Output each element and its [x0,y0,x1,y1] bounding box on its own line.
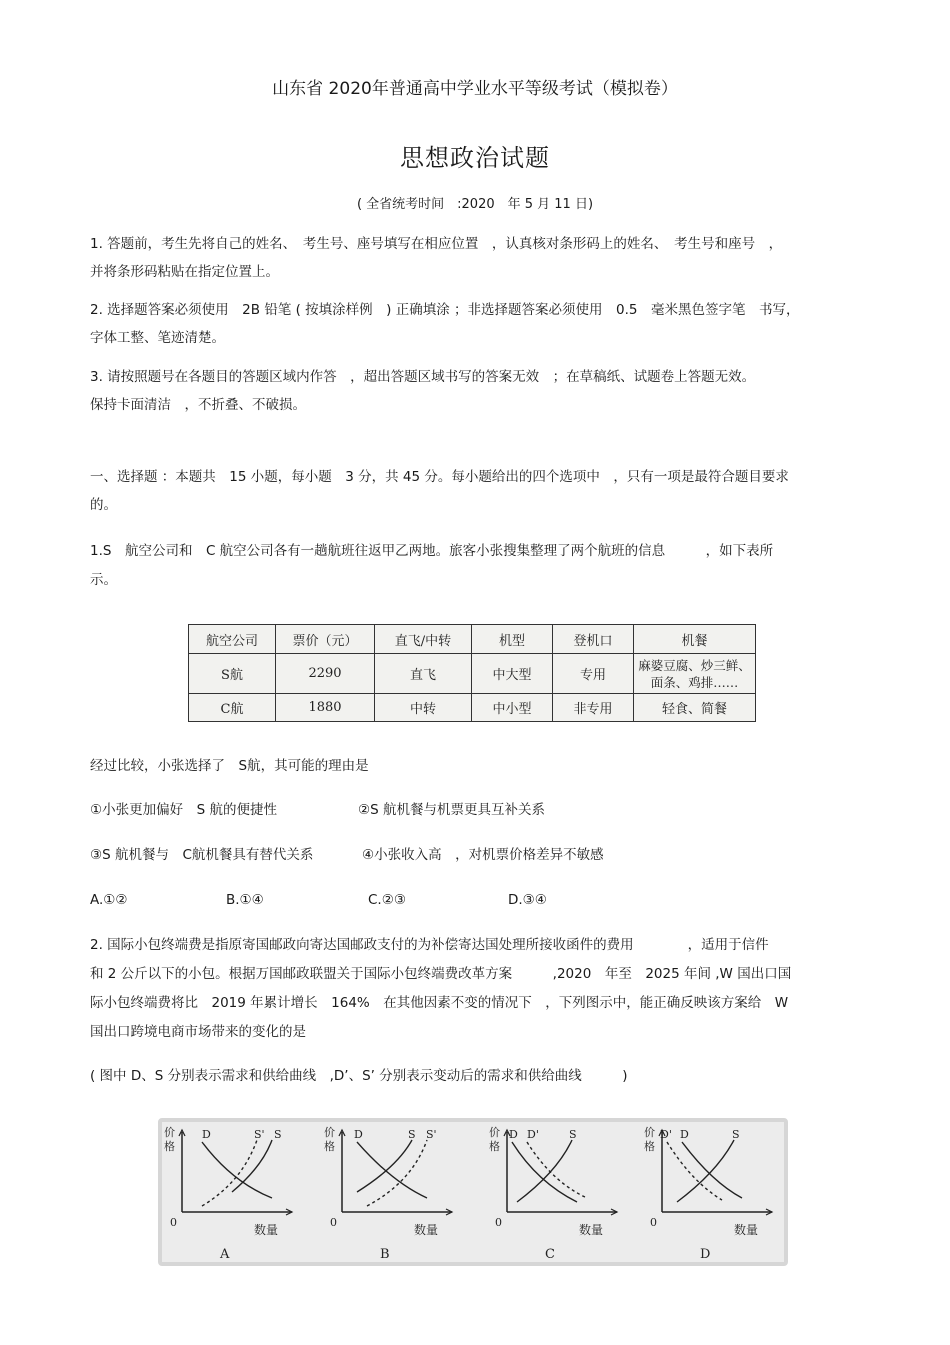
x-axis-label: 数量 [579,1223,604,1237]
table-cell: 专用 [553,654,634,694]
curve-label: S [732,1128,740,1141]
curve [357,1142,427,1198]
curve-label: S' [254,1128,265,1141]
table-cell: 1880 [276,694,375,722]
table-header-cell: 航空公司 [189,625,276,654]
curve [517,1140,572,1202]
table-header-row [189,625,756,654]
y-axis-label-2: 格 [324,1140,335,1153]
curve-label: D' [660,1128,672,1141]
table-cell: 中转 [375,694,472,722]
graph-a [164,1126,292,1262]
table-cell: 麻婆豆腐、炒三鲜、 面条、鸡排…… [634,654,756,694]
x-axis-label: 数量 [254,1223,279,1237]
table-cell: 中大型 [472,654,553,694]
graph-b [324,1126,452,1262]
q2-stem-line-4: 国出口跨境电商市场带来的变化的是 [90,1024,306,1040]
q1-stem-line-2: 示。 [90,572,117,588]
q2-stem-line-3: 际小包终端费将比 2019 年累计增长 164% 在其他因素不变的情况下 ，下列图示中，能正确反映该方案给 W [90,995,789,1011]
table-cell: 轻食、简餐 [634,694,756,722]
origin-label: 0 [650,1216,657,1229]
flight-info-table [188,624,756,722]
curve-label: S [274,1128,282,1141]
instruction-2-line-2: 字体工整、笔迹清楚。 [90,330,225,346]
table-cell: S航 [189,654,276,694]
table-cell: 2290 [276,654,375,694]
exam-header: 山东省 2020年普通高中学业水平等级考试（模拟卷） [272,79,678,99]
curve [677,1140,734,1202]
q1-stem-line-1: 1.S 航空公司和 C 航空公司各有一趟航班往返甲乙两地。旅客小张搜集整理了两个航班的信息 ，如下表所 [90,543,774,559]
y-axis-label-2: 格 [644,1140,655,1153]
origin-label: 0 [330,1216,337,1229]
q2-note: ( 图中 D、S 分别表示需求和供给曲线 ,D’、S’ 分别表示变动后的需求和供给曲线 ) [90,1068,628,1084]
table-cell: 直飞 [375,654,472,694]
graph-d [644,1126,772,1262]
instruction-1-line-1: 1. 答题前，考生先将自己的姓名、 考生号、座号填写在相应位置 ，认真核对条形码上的姓名、 考生号和座号 ， [90,236,783,252]
q1-prompt: 经过比较，小张选择了 S航，其可能的理由是 [90,758,369,774]
table-header-cell: 机餐 [634,625,756,654]
q1-option-a: A.①② [90,892,128,908]
q1-item-2: ②S 航机餐与机票更具互补关系 [358,802,545,818]
section-heading-line-1: 一、选择题 ：本题共 15 小题，每小题 3 分，共 45 分。每小题给出的四个选项中 ，只有一项是最符合题目要求 [90,469,789,485]
y-axis-label-1: 价 [164,1126,175,1139]
q1-option-b: B.①④ [226,892,264,908]
supply-demand-graphs [158,1118,788,1266]
curve-label: D [202,1128,211,1141]
instruction-3-line-1: 3. 请按照题号在各题目的答题区域内作答 ，超出答题区域书写的答案无效 ；在草稿纸、试题卷上答题无效。 [90,369,756,385]
curve [667,1142,722,1200]
paper-title: 思想政治试题 [400,144,550,172]
y-axis-label-2: 格 [489,1140,500,1153]
curve-label: S' [426,1128,437,1141]
curve-label: S [569,1128,577,1141]
graph-c [489,1126,617,1262]
x-axis-label: 数量 [734,1223,759,1237]
graph-option-label: D [700,1247,711,1262]
section-heading-line-2: 的。 [90,497,117,513]
graph-option-label: B [380,1247,390,1262]
table-row [189,654,756,694]
curve [367,1140,427,1206]
q1-option-d: D.③④ [508,892,547,908]
q1-item-1: ①小张更加偏好 S 航的便捷性 [90,802,277,818]
graph-option-label: A [220,1247,230,1262]
origin-label: 0 [170,1216,177,1229]
curve-label: S [408,1128,416,1141]
table-row [189,694,756,722]
table-header-cell: 机型 [472,625,553,654]
curve-label: D [509,1128,518,1141]
table-cell: 非专用 [553,694,634,722]
curve-label: D [354,1128,363,1141]
table-cell: C航 [189,694,276,722]
table-header-cell: 直飞/中转 [375,625,472,654]
y-axis-label-2: 格 [164,1140,175,1153]
instruction-3-line-2: 保持卡面清洁 ，不折叠、不破损。 [90,397,306,413]
table-header-cell: 登机口 [553,625,634,654]
instruction-1-line-2: 并将条形码粘贴在指定位置上。 [90,264,279,280]
q1-item-3: ③S 航机餐与 C航机餐具有替代关系 [90,847,314,863]
graph-option-label: C [545,1247,555,1262]
curve [232,1140,272,1192]
q1-option-c: C.②③ [368,892,406,908]
q2-stem-line-1: 2. 国际小包终端费是指原寄国邮政向寄达国邮政支付的为补偿寄达国处理所接收函件的费用 ，适用于信件 [90,937,769,953]
x-axis-label: 数量 [414,1223,439,1237]
curve-label: D [680,1128,689,1141]
q1-item-4: ④小张收入高 ，对机票价格差异不敏感 [362,847,604,863]
origin-label: 0 [495,1216,502,1229]
curve-label: D' [527,1128,539,1141]
table-header-cell: 票价（元） [276,625,375,654]
y-axis-label-1: 价 [644,1126,655,1139]
y-axis-label-1: 价 [324,1126,335,1139]
exam-time: ( 全省统考时间 :2020 年 5 月 11 日) [356,197,594,212]
q2-stem-line-2: 和 2 公斤以下的小包。根据万国邮政联盟关于国际小包终端费改革方案 ,2020 年至 2025 年间 ,W 国出口国 [90,966,792,982]
curve [202,1142,272,1198]
curve [202,1140,257,1206]
y-axis-label-1: 价 [489,1126,500,1139]
curve [512,1142,577,1202]
instruction-2-line-1: 2. 选择题答案必须使用 2B 铅笔 ( 按填涂样例 ) 正确填涂 ；非选择题答案必须使用 0.5 毫米黑色签字笔 书写， [90,302,800,318]
table-cell: 中小型 [472,694,553,722]
